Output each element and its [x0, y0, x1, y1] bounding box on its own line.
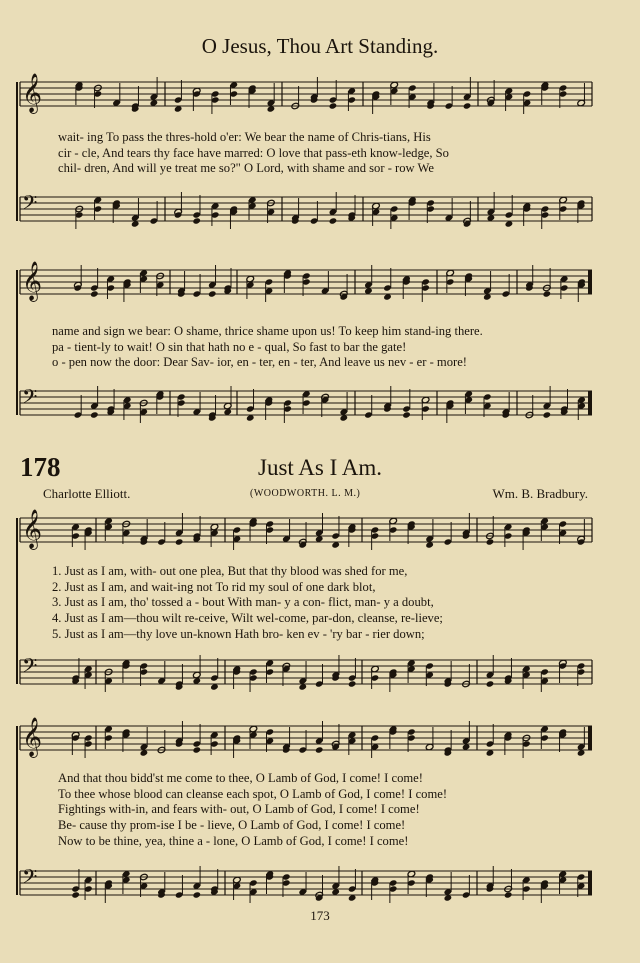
lyric-verse: 4. Just as I am—thou wilt re‑ceive, Wilt wel‑come, par‑don, cleanse, re‑lieve;	[52, 611, 443, 626]
hymn-tune-name: (WOODWORTH. L. M.)	[250, 488, 361, 499]
notehead	[193, 891, 202, 898]
notehead	[71, 891, 80, 898]
notehead	[90, 290, 99, 297]
notehead	[175, 538, 184, 545]
notehead	[90, 411, 99, 418]
lyric-verse: And that thou bidd'st me come to thee, O Lamb of God, I come! I come!	[58, 771, 423, 785]
lyric-verse: pa ‑ tient‑ly to wait! O sin that hath no e ‑ qual, So fast to bar the gate!	[52, 339, 407, 354]
hymn1-lyrics-line2	[52, 324, 586, 371]
treble-clef-icon: 𝄞	[22, 509, 43, 549]
lyric-verse: To thee whose blood can cleanse each spot, O Lamb of God, I come! I come!	[58, 786, 448, 801]
hymn-title-o-jesus: O Jesus, Thou Art Standing.	[201, 34, 439, 58]
bass-clef-icon: 𝄢	[22, 191, 38, 219]
lyric-verse: cir ‑ cle, And tears thy face have marred: O love that pass‑eth know‑ledge, So	[58, 145, 449, 160]
treble-clef-icon: 𝄞	[22, 73, 43, 113]
bass-clef-icon: 𝄢	[22, 865, 38, 893]
notehead	[543, 411, 552, 418]
hymn-author: Charlotte Elliott.	[43, 486, 131, 501]
notehead	[486, 538, 495, 545]
hymn2-lyrics-line1	[52, 564, 587, 643]
notehead	[402, 411, 411, 418]
notehead	[193, 746, 202, 753]
notehead	[329, 217, 338, 224]
lyric-verse: Be‑ cause thy prom‑ise I be ‑ lieve, O Lamb of God, I come! I come!	[58, 818, 406, 833]
bass-clef-icon: 𝄢	[22, 385, 38, 413]
lyric-verse: o ‑ pen now the door: Dear Sav‑ ior, en ‑ ter, en ‑ ter, And leave us nev ‑ er ‑ more!	[52, 355, 467, 370]
notehead	[192, 217, 201, 224]
hymn1-lyrics-line1	[58, 130, 583, 177]
treble-clef-icon: 𝄞	[22, 717, 43, 757]
treble-clef-icon: 𝄞	[22, 261, 43, 301]
hymn-number: 178	[20, 452, 61, 482]
notehead	[543, 290, 552, 297]
hymn2-lyrics-line2	[58, 771, 580, 850]
notehead	[315, 746, 324, 753]
hymn-composer: Wm. B. Bradbury.	[492, 486, 588, 501]
lyric-verse: 3. Just as I am, tho' tossed a ‑ bout With man‑ y a con‑ flict, man‑ y a doubt,	[52, 595, 434, 610]
notehead	[329, 102, 338, 109]
notehead	[348, 680, 357, 687]
lyric-verse: name and sign we bear: O shame, thrice shame upon us! To keep him stand‑ing there.	[52, 324, 483, 338]
lyric-verse: Fightings with‑in, and fears with‑ out, O Lamb of God, I come! I come!	[58, 802, 420, 817]
lyric-verse: wait‑ ing To pass the thres‑hold o'er: We bear the name of Chris‑tians, His	[58, 130, 431, 144]
lyric-verse: 5. Just as I am—thy love un‑known Hath bro‑ ken ev ‑ 'ry bar ‑ rier down;	[52, 626, 425, 641]
notehead	[463, 102, 472, 109]
notehead	[486, 680, 495, 687]
hymn-title-just-as-i-am: Just As I Am.	[258, 455, 382, 480]
notehead	[208, 290, 217, 297]
notehead	[504, 891, 513, 898]
lyric-verse: Now to be thine, yea, thine a ‑ lone, O Lamb of God, I come! I come!	[58, 833, 409, 848]
bass-clef-icon: 𝄢	[22, 654, 38, 682]
lyric-verse: 1. Just as I am, with‑ out one plea, But that thy blood was shed for me,	[52, 564, 408, 578]
lyric-verse: chil‑ dren, And will ye treat me so?" O Lord, with shame and sor ‑ row We	[58, 161, 435, 176]
lyric-verse: 2. Just as I am, and wait‑ing not To rid my soul of one dark blot,	[52, 579, 376, 594]
page-number: 173	[310, 908, 330, 923]
